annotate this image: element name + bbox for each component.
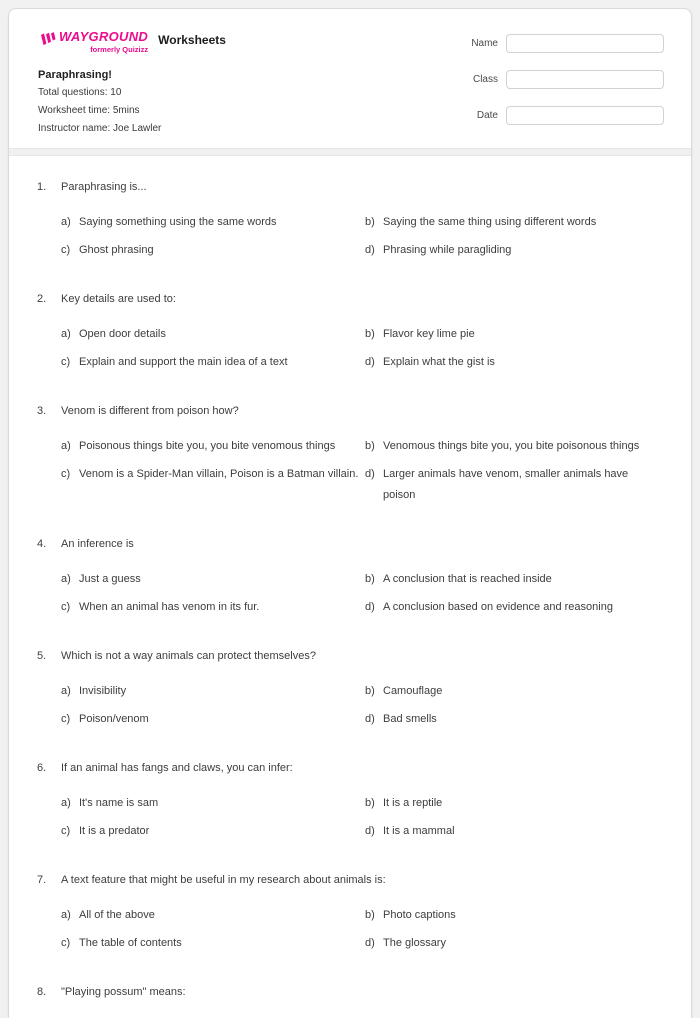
question [37, 289, 663, 373]
question-header [37, 289, 663, 310]
option-text: Saying the same thing using different words [383, 216, 597, 228]
option-letter: b) [365, 797, 375, 809]
options-grid [61, 793, 663, 842]
questions-list [9, 156, 691, 1003]
option-text: Saying something using the same words [79, 216, 277, 228]
option-letter: b) [365, 440, 375, 452]
total-questions: Total questions: 10 [38, 87, 122, 98]
option-text: Flavor key lime pie [383, 328, 475, 340]
answer-option [365, 597, 663, 618]
option-letter: c) [61, 713, 71, 725]
answer-option [61, 436, 365, 457]
brand-logo [40, 30, 226, 54]
option-letter: a) [61, 440, 71, 452]
date-field-row [471, 106, 664, 125]
question [37, 870, 663, 954]
options-grid [61, 569, 663, 618]
answer-option [61, 793, 365, 814]
question-number: 3. [37, 405, 47, 417]
question-header [37, 401, 663, 422]
option-letter: d) [365, 825, 375, 837]
student-fields [471, 34, 664, 142]
option-text: When an animal has venom in its fur. [79, 601, 260, 613]
question-header [37, 870, 663, 891]
answer-option [365, 352, 663, 373]
question-header [37, 177, 663, 198]
option-text: The glossary [383, 937, 446, 949]
worksheet-time: Worksheet time: 5mins [38, 105, 140, 116]
question-header [37, 758, 663, 779]
question [37, 646, 663, 730]
answer-option [365, 793, 663, 814]
name-input[interactable] [506, 34, 664, 53]
question [37, 401, 663, 506]
question-number: 4. [37, 538, 47, 550]
question [37, 177, 663, 261]
question-header [37, 982, 663, 1003]
answer-option [365, 709, 663, 730]
worksheet-page [8, 8, 692, 1018]
option-letter: c) [61, 356, 71, 368]
option-letter: b) [365, 573, 375, 585]
option-text: It's name is sam [79, 797, 159, 809]
class-field-row [471, 70, 664, 89]
question-number: 8. [37, 986, 47, 998]
brand-wordmark-block [59, 30, 148, 54]
option-letter: b) [365, 909, 375, 921]
option-letter: d) [365, 713, 375, 725]
worksheet-title: Paraphrasing! [38, 69, 112, 81]
option-letter: d) [365, 356, 375, 368]
option-text: Camouflage [383, 685, 443, 697]
answer-option [61, 324, 365, 345]
answer-option [365, 240, 663, 261]
answer-option [365, 464, 663, 506]
brand-tagline: formerly Quizizz [90, 45, 149, 54]
answer-option [61, 681, 365, 702]
answer-option [365, 569, 663, 590]
question-text: Key details are used to: [61, 293, 176, 305]
question-header [37, 534, 663, 555]
option-text: Phrasing while paragliding [383, 244, 512, 256]
options-grid [61, 905, 663, 954]
option-letter: a) [61, 216, 71, 228]
question-text: Venom is different from poison how? [61, 405, 239, 417]
question-number: 7. [37, 874, 47, 886]
option-text: Venomous things bite you, you bite poisonous things [383, 440, 640, 452]
option-letter: d) [365, 468, 375, 480]
options-grid [61, 436, 663, 506]
question-text: If an animal has fangs and claws, you can infer: [61, 762, 293, 774]
answer-option [61, 464, 365, 506]
option-text: The table of contents [79, 937, 182, 949]
option-letter: d) [365, 937, 375, 949]
option-letter: b) [365, 328, 375, 340]
date-input[interactable] [506, 106, 664, 125]
instructor-name: Instructor name: Joe Lawler [38, 123, 162, 134]
option-letter: a) [61, 797, 71, 809]
answer-option [365, 324, 663, 345]
option-letter: c) [61, 937, 71, 949]
question-text: Paraphrasing is... [61, 181, 147, 193]
option-letter: c) [61, 468, 71, 480]
wayground-wave-icon [40, 31, 56, 47]
answer-option [61, 597, 365, 618]
name-label: Name [471, 38, 498, 49]
worksheet-header [9, 9, 691, 148]
option-text: Larger animals have venom, smaller animals have poison [383, 468, 629, 501]
class-label: Class [472, 74, 498, 85]
option-text: Venom is a Spider-Man villain, Poison is a Batman villain. [79, 468, 359, 480]
option-text: Open door details [79, 328, 166, 340]
option-letter: d) [365, 601, 375, 613]
option-text: A conclusion based on evidence and reasoning [383, 601, 613, 613]
option-letter: b) [365, 216, 375, 228]
question-number: 2. [37, 293, 47, 305]
option-letter: c) [61, 825, 71, 837]
option-text: Bad smells [383, 713, 437, 725]
option-text: It is a predator [79, 825, 150, 837]
option-letter: a) [61, 573, 71, 585]
options-grid [61, 324, 663, 373]
answer-option [61, 933, 365, 954]
question-number: 1. [37, 181, 47, 193]
question [37, 758, 663, 842]
answer-option [365, 436, 663, 457]
option-letter: a) [61, 909, 71, 921]
answer-option [61, 569, 365, 590]
date-label: Date [476, 110, 498, 121]
option-text: Explain what the gist is [383, 356, 495, 368]
answer-option [365, 681, 663, 702]
class-input[interactable] [506, 70, 664, 89]
question-text: "Playing possum" means: [61, 986, 186, 998]
option-text: Just a guess [79, 573, 141, 585]
question-number: 5. [37, 650, 47, 662]
question-text: Which is not a way animals can protect themselves? [61, 650, 316, 662]
option-letter: c) [61, 244, 71, 256]
option-text: Explain and support the main idea of a text [79, 356, 288, 368]
answer-option [365, 933, 663, 954]
option-letter: b) [365, 685, 375, 697]
option-text: It is a mammal [383, 825, 455, 837]
option-text: Poison/venom [79, 713, 149, 725]
answer-option [365, 905, 663, 926]
option-letter: a) [61, 685, 71, 697]
answer-option [61, 352, 365, 373]
answer-option [61, 240, 365, 261]
worksheet-meta [38, 66, 161, 138]
answer-option [61, 905, 365, 926]
answer-option [365, 212, 663, 233]
question-text: A text feature that might be useful in my research about animals is: [61, 874, 386, 886]
answer-option [61, 821, 365, 842]
section-divider [9, 148, 691, 156]
option-text: Poisonous things bite you, you bite venomous things [79, 440, 336, 452]
option-text: Photo captions [383, 909, 456, 921]
question [37, 982, 663, 1003]
options-grid [61, 212, 663, 261]
option-text: A conclusion that is reached inside [383, 573, 552, 585]
option-text: Invisibility [79, 685, 127, 697]
option-text: It is a reptile [383, 797, 443, 809]
question [37, 534, 663, 618]
option-letter: c) [61, 601, 71, 613]
option-text: Ghost phrasing [79, 244, 154, 256]
name-field-row [471, 34, 664, 53]
option-letter: d) [365, 244, 375, 256]
question-number: 6. [37, 762, 47, 774]
options-grid [61, 681, 663, 730]
option-letter: a) [61, 328, 71, 340]
product-name: Worksheets [158, 33, 226, 47]
answer-option [61, 212, 365, 233]
option-text: All of the above [79, 909, 155, 921]
answer-option [61, 709, 365, 730]
question-header [37, 646, 663, 667]
brand-name: WAYGROUND [59, 29, 149, 44]
answer-option [365, 821, 663, 842]
question-text: An inference is [61, 538, 134, 550]
